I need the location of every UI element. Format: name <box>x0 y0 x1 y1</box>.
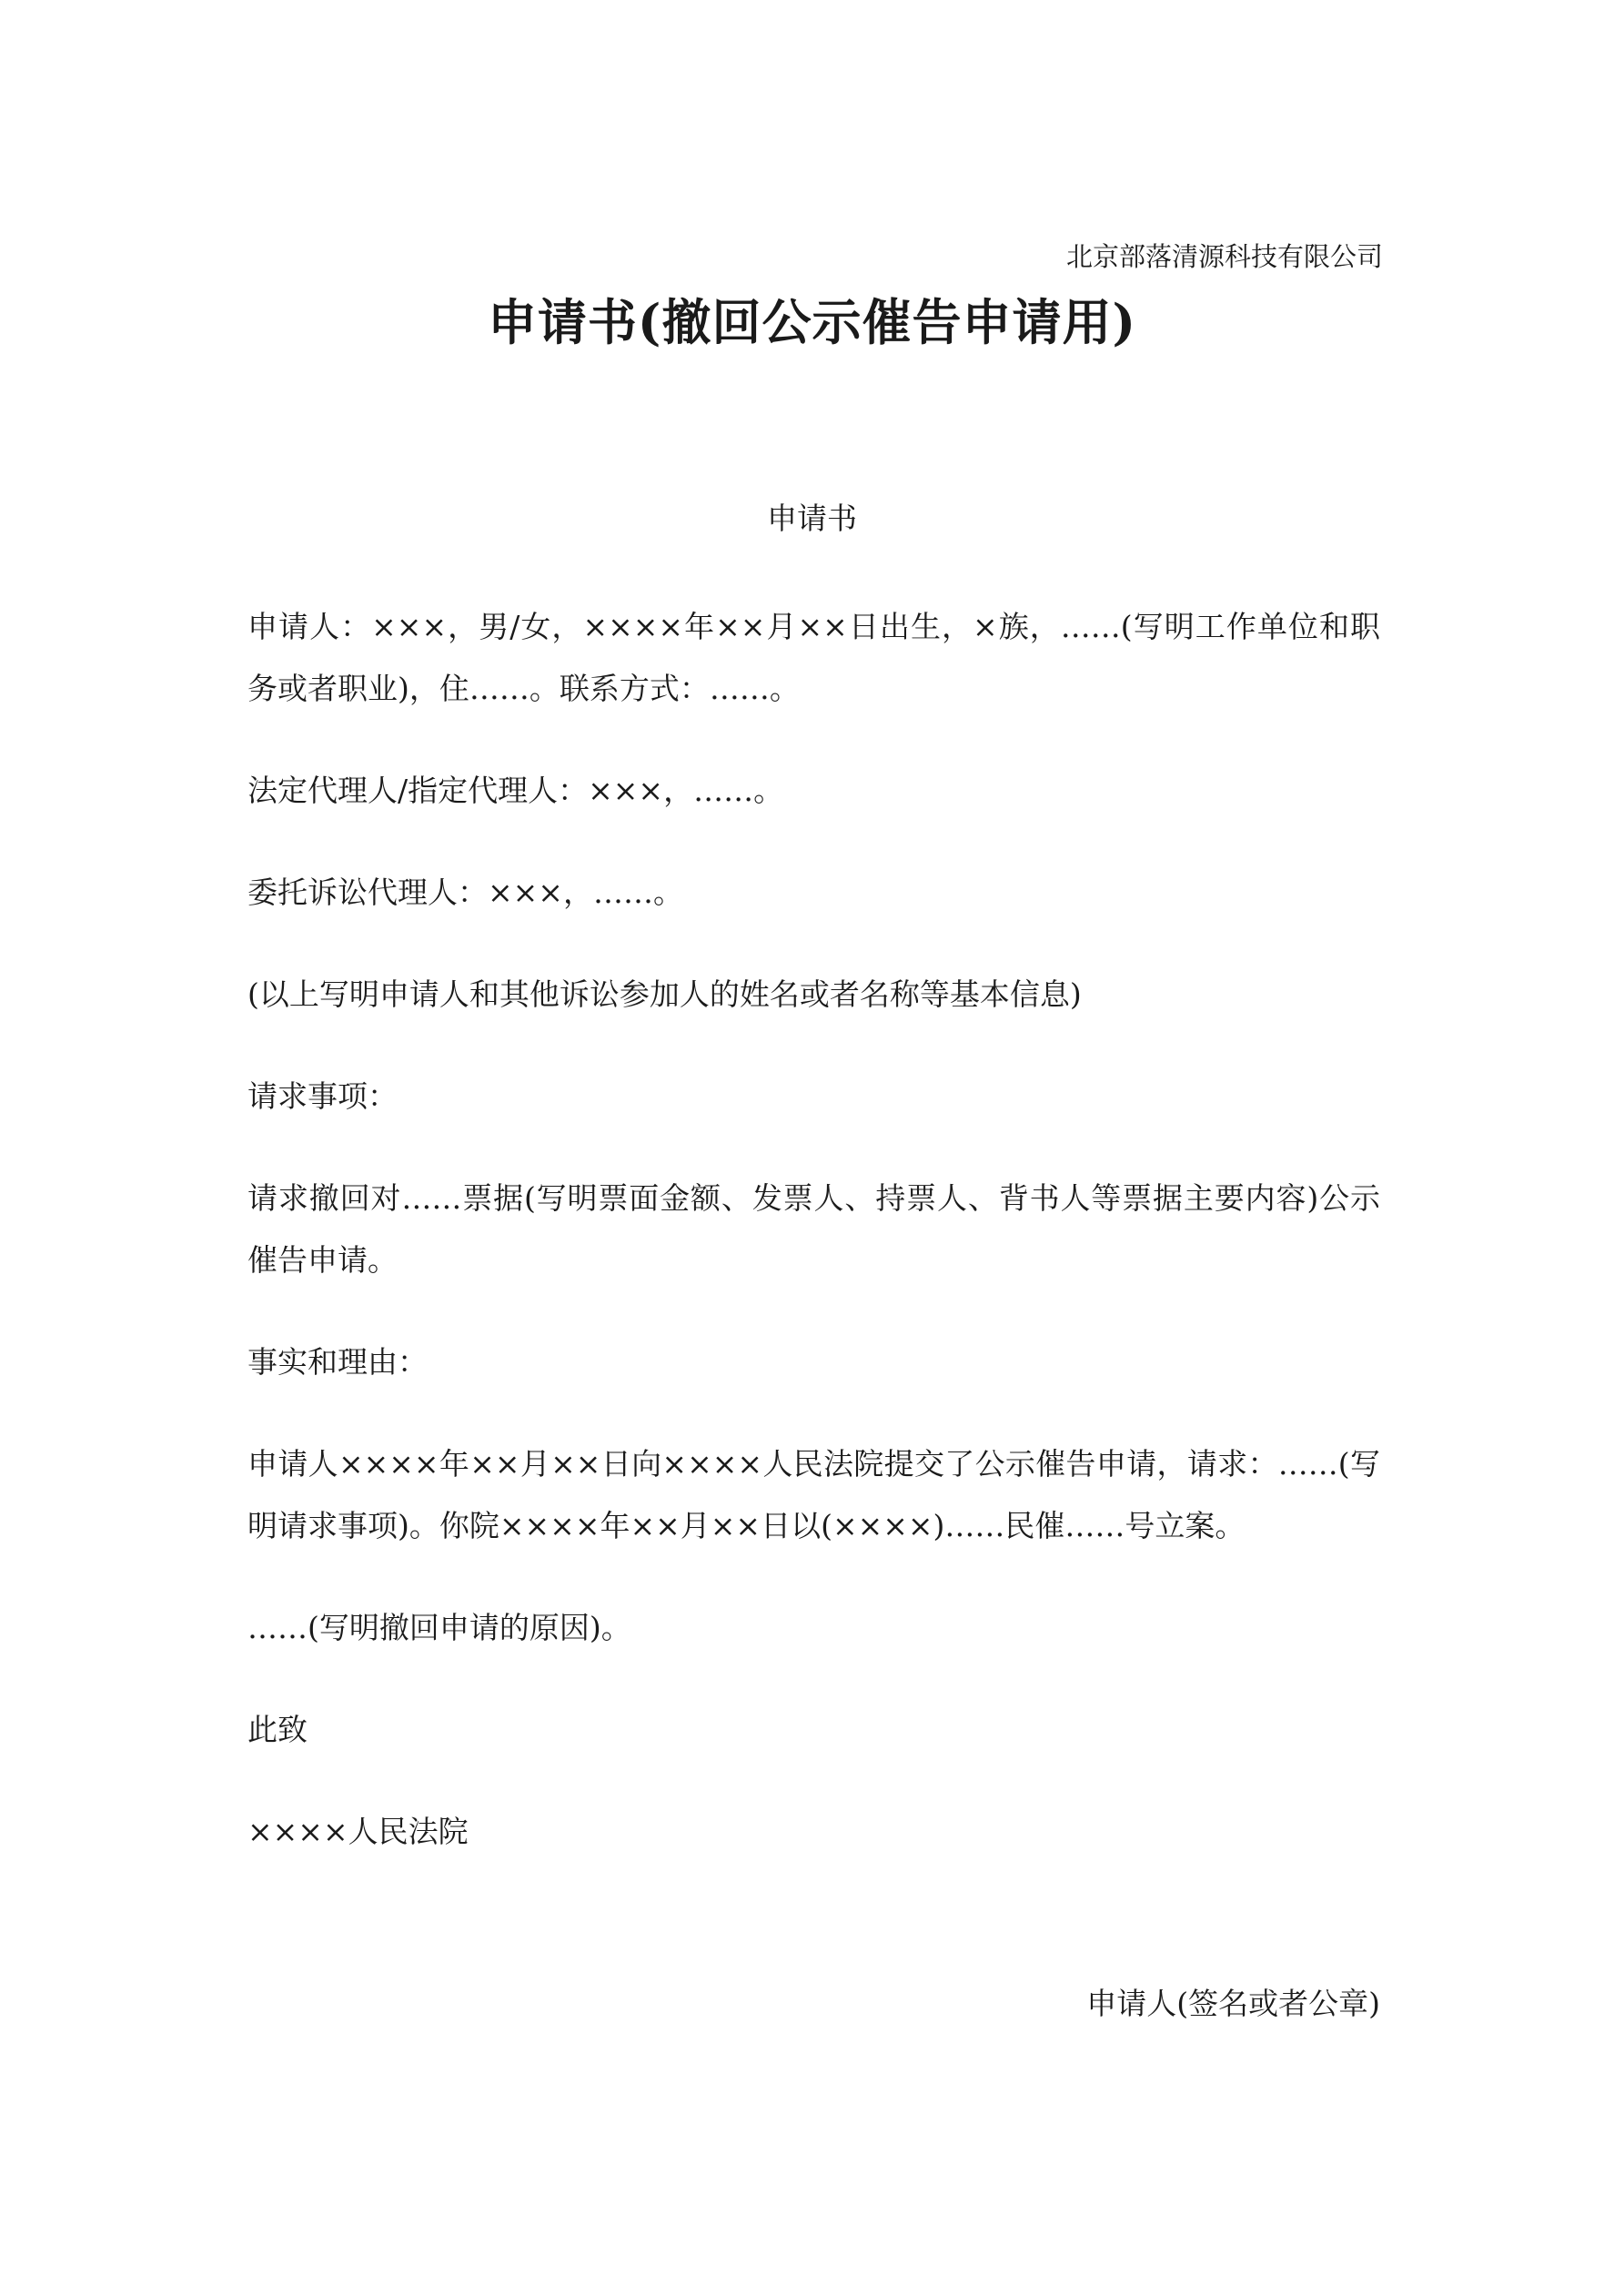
salutation-paragraph: 此致 <box>247 1712 308 1747</box>
participants-note-paragraph: (以上写明申请人和其他诉讼参加人的姓名或者名称等基本信息) <box>247 976 1082 1012</box>
document-title: 申请书(撤回公示催告申请用) <box>487 293 1137 351</box>
document-body <box>247 596 1380 1903</box>
litigation-agent-paragraph: 委托诉讼代理人：×××，……。 <box>247 875 683 910</box>
facts-heading: 事实和理由： <box>247 1344 428 1380</box>
facts-paragraph: 申请人××××年××月××日向××××人民法院提交了公示催告申请，请求：……(写明请求事项)。你院××××年××月××日以(××××)……民催……号立案。 <box>247 1446 1380 1543</box>
company-name: 北京部落清源科技有限公司 <box>1065 241 1383 272</box>
withdraw-reason-paragraph: ……(写明撤回申请的原因)。 <box>247 1610 631 1645</box>
request-paragraph: 请求撤回对……票据(写明票面金额、发票人、持票人、背书人等票据主要内容)公示催告申请。 <box>247 1180 1380 1278</box>
applicant-info-paragraph: 申请人：×××，男/女，××××年××月××日出生，×族，……(写明工作单位和职务或者职业)，住……。联系方式：……。 <box>247 609 1380 706</box>
legal-representative-paragraph: 法定代理人/指定代理人：×××，……。 <box>247 773 784 808</box>
court-name-paragraph: ××××人民法院 <box>247 1814 469 1849</box>
request-heading: 请求事项： <box>247 1078 398 1114</box>
document-subtitle: 申请书 <box>767 501 857 536</box>
signature-line: 申请人(签名或者公章) <box>1086 1986 1380 2021</box>
